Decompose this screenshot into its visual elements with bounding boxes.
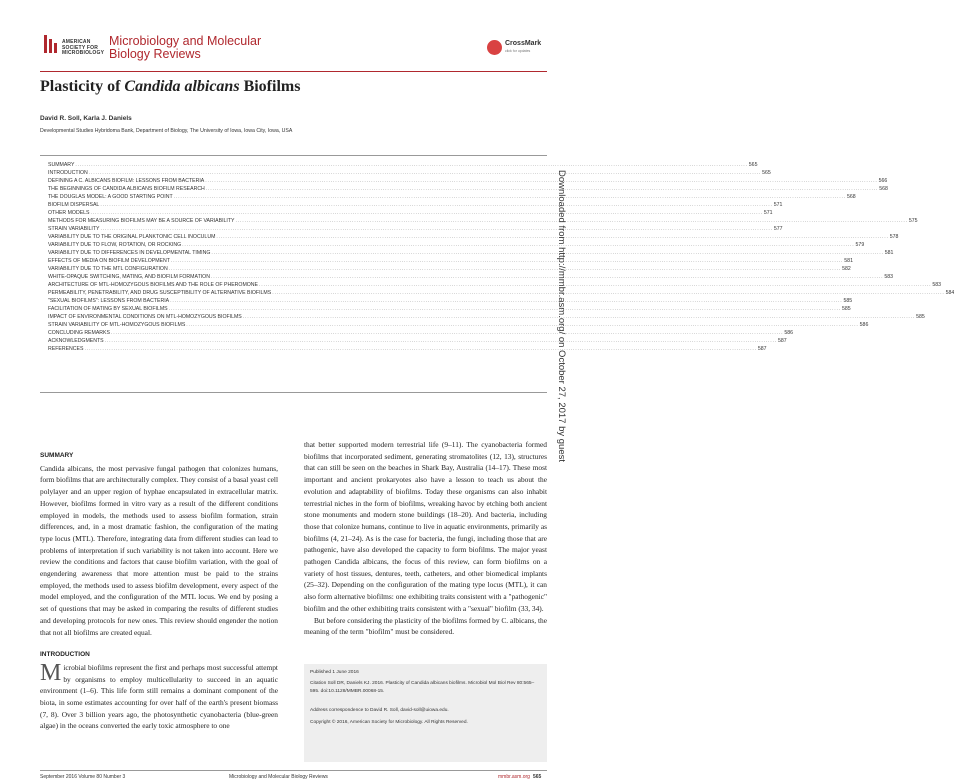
toc-leader-dots: ............................................................................................................................................................................................................................................................................................................: [170, 258, 844, 264]
header-divider: [40, 71, 547, 72]
toc-leader-dots: ............................................................................................................................................................................................................................................................................................................: [90, 210, 763, 216]
journal-title-line-2: Biology Reviews: [109, 47, 201, 61]
toc-entry[interactable]: [48, 289, 954, 297]
toc-entry-page: 585: [916, 314, 925, 320]
footer-journal: Microbiology and Molecular Biology Reviews: [229, 774, 328, 780]
toc-leader-dots: ............................................................................................................................................................................................................................................................................................................: [110, 330, 784, 336]
toc-entry-label: DEFINING A C. ALBICANS BIOFILM: LESSONS FROM BACTERIA: [48, 178, 205, 184]
toc-leader-dots: ............................................................................................................................................................................................................................................................................................................: [104, 338, 778, 344]
toc-entry-label: INTRODUCTION: [48, 170, 88, 176]
toc-entry-label: SUMMARY: [48, 162, 75, 168]
toc-entry[interactable]: [48, 241, 865, 249]
published-date: Published 1 June 2016: [310, 670, 359, 675]
toc-entry-page: 583: [884, 274, 893, 280]
toc-leader-dots: ............................................................................................................................................................................................................................................................................................................: [170, 298, 843, 304]
toc-entry[interactable]: [48, 321, 869, 329]
toc-entry[interactable]: [48, 281, 942, 289]
toc-leader-dots: ............................................................................................................................................................................................................................................................................................................: [186, 322, 859, 328]
toc-entry-page: 565: [748, 162, 758, 168]
toc-entry-page: 568: [847, 194, 856, 200]
toc-leader-dots: ............................................................................................................................................................................................................................................................................................................: [259, 282, 932, 288]
dropcap: M: [40, 659, 62, 686]
crossmark-label: CrossMark: [505, 40, 542, 47]
journal-title-line-1: Microbiology and Molecular: [109, 34, 262, 48]
toc-entry-label: PERMEABILITY, PENETRABILITY, AND DRUG SUSCEPTIBILITY OF ALTERNATIVE BIOFILMS: [48, 290, 272, 296]
toc-entry-page: 587: [778, 338, 787, 344]
title-prefix: Plasticity of: [40, 78, 125, 95]
download-watermark: [548, 170, 578, 630]
toc-entry[interactable]: [48, 337, 787, 345]
toc-entry[interactable]: [48, 225, 783, 233]
toc-entry[interactable]: [48, 217, 918, 225]
toc-entry-label: METHODS FOR MEASURING BIOFILMS MAY BE A SOURCE OF VARIABILITY: [48, 218, 235, 224]
toc-leader-dots: ............................................................................................................................................................................................................................................................................................................: [242, 314, 916, 320]
toc-entry-page: 581: [844, 258, 853, 264]
asm-line-2: SOCIETY FOR: [62, 44, 99, 51]
toc-leader-dots: ............................................................................................................................................................................................................................................................................................................: [210, 274, 884, 280]
toc-leader-dots: ............................................................................................................................................................................................................................................................................................................: [205, 178, 878, 184]
article-title: [40, 78, 300, 96]
toc-entry-label: BIOFILM DISPERSAL: [48, 202, 100, 208]
toc-entry-label: REFERENCES: [48, 346, 84, 352]
toc-entry-page: 578: [889, 234, 899, 240]
title-suffix: Biofilms: [239, 78, 301, 95]
introduction-text: icrobial biofilms represent the first and perhaps most successful attempt by organisms to employ multicellularity to succeed in an aquatic environment (1–6). This life form still remains a dominant component of the biota, in some estimates accounting for over half of the earth's present biomass (7, 8). Over 3 billion years ago, the photosynthetic cyanobacteria (blue-green algae) in the oceans converted the early toxic atmosphere to one: [40, 662, 278, 731]
toc-leader-dots: ............................................................................................................................................................................................................................................................................................................: [168, 266, 842, 272]
toc-leader-dots: ............................................................................................................................................................................................................................................................................................................: [182, 242, 855, 248]
download-watermark-text: Downloaded from http://mmbr.asm.org/ on October 27, 2017 by guest: [556, 170, 567, 463]
toc-entry[interactable]: [48, 161, 758, 169]
toc-entry-page: 565: [762, 170, 771, 176]
toc-entry[interactable]: [48, 273, 893, 281]
toc-entry[interactable]: [48, 201, 783, 209]
toc-leader-dots: ............................................................................................................................................................................................................................................................................................................: [205, 186, 879, 192]
toc-leader-dots: ............................................................................................................................................................................................................................................................................................................: [100, 226, 773, 232]
toc-entry-label: VARIABILITY DUE TO THE ORIGINAL PLANKTONIC CELL INOCULUM: [48, 234, 216, 240]
toc-leader-dots: ............................................................................................................................................................................................................................................................................................................: [235, 218, 908, 224]
toc-entry-page: 584: [945, 290, 954, 296]
toc-entry-label: EFFECTS OF MEDIA ON BIOFILM DEVELOPMENT: [48, 258, 170, 264]
footer-issue: September 2016 Volume 80 Number 3: [40, 774, 126, 780]
toc-entry-page: 571: [763, 210, 773, 216]
toc-leader-dots: ............................................................................................................................................................................................................................................................................................................: [84, 346, 757, 352]
toc-entry-label: STRAIN VARIABILITY OF MTL-HOMOZYGOUS BIOFILMS: [48, 322, 186, 328]
toc-entry[interactable]: [48, 329, 794, 337]
summary-heading: SUMMARY: [40, 452, 74, 459]
toc-entry[interactable]: [48, 209, 773, 217]
toc-leader-dots: ............................................................................................................................................................................................................................................................................................................: [272, 290, 945, 296]
footer-url-link[interactable]: mmbr.asm.org: [498, 774, 530, 780]
toc-entry-label: CONCLUDING REMARKS: [48, 330, 110, 336]
toc-leader-dots: ............................................................................................................................................................................................................................................................................................................: [168, 306, 841, 312]
toc-bottom-rule: [40, 392, 547, 393]
toc-entry[interactable]: [48, 265, 851, 273]
introduction-paragraph: [40, 659, 278, 732]
toc-entry-label: VARIABILITY DUE TO DIFFERENCES IN DEVELOPMENTAL TIMING: [48, 250, 211, 256]
copyright-text: Copyright © 2016, American Society for Microbiology. All Rights Reserved.: [310, 720, 468, 725]
toc-entry-page: 587: [757, 346, 767, 352]
toc-entry[interactable]: [48, 257, 853, 265]
toc-entry-page: 566: [878, 178, 888, 184]
toc-entry[interactable]: [48, 193, 856, 201]
toc-entry-label: THE DOUGLAS MODEL: A GOOD STARTING POINT: [48, 194, 173, 200]
affiliation: Developmental Studies Hybridoma Bank, Department of Biology, The University of Iowa, Iowa City, Iowa, USA: [40, 128, 293, 134]
crossmark-sub: click for updates: [505, 49, 531, 53]
toc-entry-label: OTHER MODELS: [48, 210, 90, 216]
toc-entry-label: VARIABILITY DUE TO FLOW, ROTATION, OR ROCKING: [48, 242, 182, 248]
asm-logo-icon: [40, 33, 58, 55]
introduction-heading: INTRODUCTION: [40, 651, 90, 659]
asm-wordmark: [62, 40, 104, 57]
toc-entry[interactable]: [48, 249, 894, 257]
toc-leader-dots: ............................................................................................................................................................................................................................................................................................................: [75, 162, 748, 168]
toc-entry-label: ARCHITECTURE OF MTL-HOMOZYGOUS BIOFILMS AND THE ROLE OF PHEROMONE: [48, 282, 259, 288]
journal-title: [109, 35, 261, 61]
toc-entry[interactable]: [48, 169, 771, 177]
toc-entry-label: FACILITATION OF MATING BY SEXUAL BIOFILMS: [48, 306, 168, 312]
toc-entry[interactable]: [48, 305, 851, 313]
toc-leader-dots: ............................................................................................................................................................................................................................................................................................................: [88, 170, 762, 176]
toc-entry-label: "SEXUAL BIOFILMS": LESSONS FROM BACTERIA: [48, 298, 170, 304]
toc-entry-label: IMPACT OF ENVIRONMENTAL CONDITIONS ON MTL-HOMOZYGOUS BIOFILMS: [48, 314, 242, 320]
right-paragraph-1: that better supported modern terrestrial life (9–11). The cyanobacteria formed biofilms that incorporated sediment, generating stromatolites (12, 13), structures that can still be seen on the beaches in Shark Bay, Australia (14–17). These most important and ancient prokaryotes also have a lesson to teach us about the evolution and adaptability of biofilms. Today these organisms can also inhabit terrestrial niches in the form of biofilms, wreaking havoc by etching both ancient stone monuments and modern stone buildings (18–20). And bacteria, including those that colonize humans, continue to live in aquatic environments, primarily as biofilms (4, 21–24). As is the case for bacteria, the fungi, including those that are pathogenic, have also developed the capacity to form biofilms. The major yeast pathogen Candida albicans, the focus of this review, can form biofilms on a variety of host tissues, dentures, teeth, catheters, and other biomedical implants (25–32). Depending on the configuration of the mating type locus (MTL), it can also form alternative biofilms: one exhibiting traits consistent with a "pathogenic" biofilm and the other exhibiting traits consistent with a "sexual" biofilm (33, 34).: [304, 440, 547, 613]
toc-leader-dots: ............................................................................................................................................................................................................................................................................................................: [211, 250, 884, 256]
summary-text: Candida albicans, the most pervasive fungal pathogen that colonizes humans, form biofilms that are architecturally complex. They consist of a basal yeast cell polylayer and an upper region of hyphae encapsulated in extracellular matrix. However, biofilms formed in vitro vary as a result of the different conditions employed in models, the methods used to assess biofilm formation, strain differences, and, in a most dramatic fashion, the configuration of the mating type locus (MTL). Therefore, integrating data from different studies can lead to problems of interpretation if such variability is not taken into account. Here we review the conditions and factors that cause biofilm variation, with the goal of engendering awareness that more attention must be paid to the strains employed, the methods used to assess biofilm development, every aspect of the model employed, and the configuration of the MTL locus. We end by posing a set of questions that may be asked in comparing the results of different studies and developing protocols for new ones. This review should engender the notion that not all biofilms are created equal.: [40, 463, 278, 637]
toc-entry-page: 582: [842, 266, 851, 272]
authors: David R. Soll, Karla J. Daniels: [40, 115, 132, 122]
toc-entry-page: 583: [932, 282, 942, 288]
toc-leader-dots: ............................................................................................................................................................................................................................................................................................................: [216, 234, 889, 240]
toc-entry-page: 585: [843, 298, 853, 304]
citation-text: Citation Soll DR, Daniels KJ. 2016. Plasticity of Candida albicans biofilms. Microbiol Mol Biol Rev 80:565–595. doi:10.1128/MMBR.00068-15.: [310, 681, 535, 694]
footer-page-number: 565: [533, 774, 542, 780]
correspondence-text: Address correspondence to David R. Soll, david-soll@uiowa.edu.: [310, 708, 449, 713]
title-italic: Candida albicans: [124, 78, 240, 95]
left-column: [40, 450, 278, 732]
toc-entry[interactable]: [48, 313, 925, 321]
toc-entry-label: WHITE-OPAQUE SWITCHING, MATING, AND BIOFILM FORMATION: [48, 274, 210, 280]
toc-entry-label: STRAIN VARIABILITY: [48, 226, 100, 232]
toc-entry-page: 579: [855, 242, 865, 248]
asm-line-1: AMERICAN: [62, 39, 91, 45]
toc-entry-label: VARIABILITY DUE TO THE MTL CONFIGURATION: [48, 266, 168, 272]
toc-entry-page: 586: [784, 330, 794, 336]
toc-entry-page: 581: [884, 250, 894, 256]
crossmark-icon: [487, 40, 502, 55]
toc-entry[interactable]: [48, 297, 853, 305]
asm-line-3: MICROBIOLOGY: [62, 50, 105, 56]
toc-top-rule: [40, 155, 547, 156]
citation-box: [304, 664, 547, 762]
toc-leader-dots: ............................................................................................................................................................................................................................................................................................................: [173, 194, 846, 200]
right-column: [304, 439, 547, 638]
toc-entry[interactable]: [48, 233, 899, 241]
toc-entry[interactable]: [48, 345, 767, 353]
crossmark-button[interactable]: [487, 38, 547, 58]
toc-entry-page: 577: [773, 226, 783, 232]
toc-entry-label: THE BEGINNINGS OF CANDIDA ALBICANS BIOFILM RESEARCH: [48, 186, 205, 192]
footer-divider: [40, 770, 547, 771]
right-paragraph-2: But before considering the plasticity of the biofilms formed by C. albicans, the meaning of the term "biofilm" must be considered.: [304, 615, 547, 637]
toc-leader-dots: ............................................................................................................................................................................................................................................................................................................: [100, 202, 773, 208]
toc-entry-page: 568: [879, 186, 888, 192]
toc-entry-label: ACKNOWLEDGMENTS: [48, 338, 104, 344]
toc-entry-page: 585: [842, 306, 851, 312]
toc-entry[interactable]: [48, 177, 888, 185]
toc-entry-page: 575: [908, 218, 918, 224]
toc-entry[interactable]: [48, 185, 888, 193]
toc-entry-page: 586: [859, 322, 869, 328]
toc-entry-page: 571: [773, 202, 783, 208]
